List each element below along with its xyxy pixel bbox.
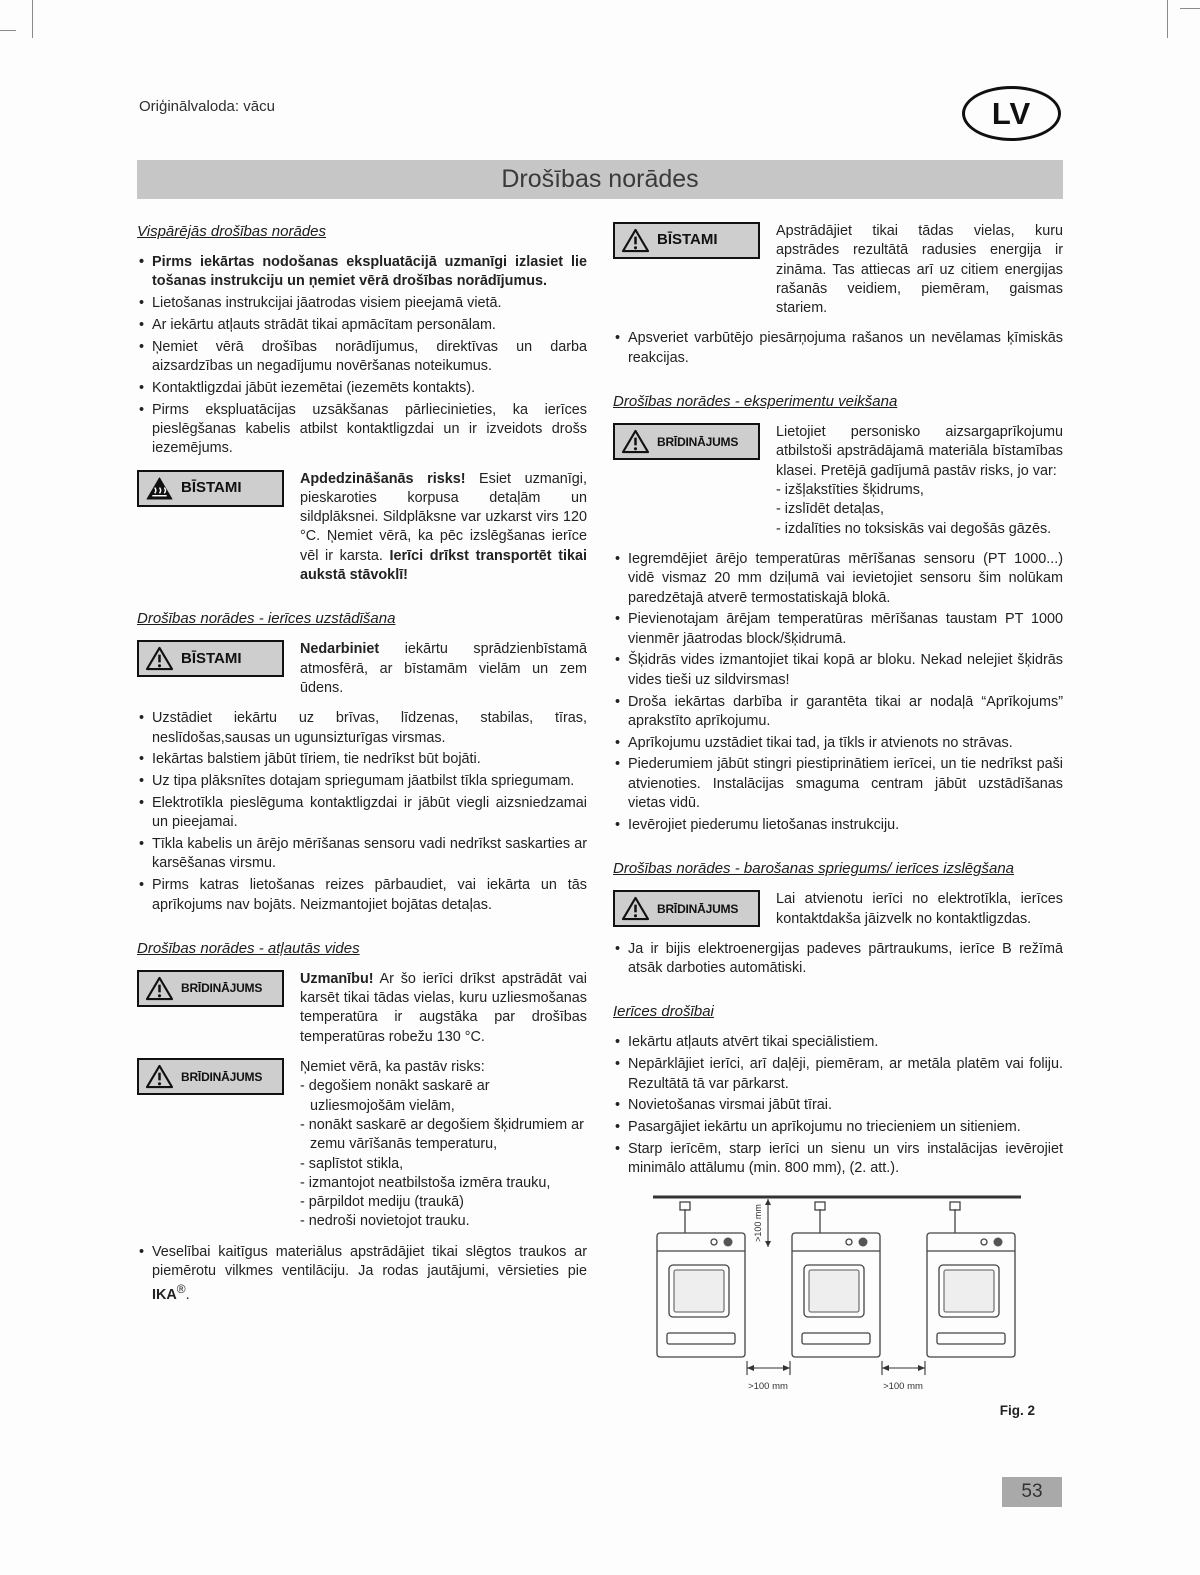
warning-label-box [137, 1058, 284, 1095]
list-item-text: Ar iekārtu atļauts strādāt tikai apmācītam personālam. [152, 316, 496, 333]
page-number: 53 [1002, 1477, 1062, 1507]
dimension-label-top: >100 mm [753, 1203, 763, 1242]
language-badge [962, 86, 1061, 141]
original-language-note: Oriģinālvaloda: vācu [139, 98, 275, 115]
list-item [137, 835, 587, 874]
warning-ppe-row [613, 423, 1063, 539]
list-item-text: Šķidrās vides izmantojiet tikai kopā ar bloku. Nekad nelejiet šķidrās vides tieši uz sildvirsmas! [628, 652, 1063, 688]
warning-ppe-text [776, 423, 1063, 539]
section-heading-general: Vispārējās drošības norādes [137, 223, 327, 240]
brand-name: IKA [152, 1287, 177, 1304]
warning-triangle-icon [145, 1064, 174, 1089]
warning-label-box [137, 970, 284, 1007]
list-item [137, 876, 587, 915]
crop-mark [1167, 0, 1168, 38]
hot-surface-icon [145, 476, 174, 501]
list-item-text: Pirms ekspluatācijas uzsākšanas pārliecinieties, ka ierīces pieslēgšanas kabelis atbilst kontaktligzdai un ir izveidots drošs iezemējums. [152, 401, 587, 457]
list-item-text: Droša iekārtas darbība ir garantēta tikai ar nodaļā “Aprīkojums” aprakstīto aprīkojumu. [628, 693, 1063, 729]
list-item-text: Uz tipa plāksnītes dotajam spriegumam jāatbilst tīkla spriegumam. [152, 773, 575, 790]
list-item [613, 734, 1063, 753]
list-item [137, 316, 587, 335]
page-title: Drošības norādes [137, 160, 1063, 199]
list-item-text: Novietošanas virsmai jābūt tīrai. [628, 1097, 832, 1114]
warning-label: BRĪDINĀJUMS [657, 434, 739, 449]
list-item [613, 550, 1063, 608]
danger-energy-row [613, 222, 1063, 318]
danger-label: BĪSTAMI [181, 649, 242, 667]
list-item-text: Pasargājiet iekārtu un aprīkojumu no triecieniem un sitieniem. [628, 1119, 1021, 1136]
list-item-text: Iegremdējiet ārējo temperatūras mērīšanas sensoru (PT 1000...) vidē vismaz 20 mm dziļumā vai ievietojiet sensoru šim nolūkam paredzētajā atverē termostatiskajā blokā. [628, 550, 1063, 606]
risk-item: - pārpildot mediju (traukā) [300, 1194, 464, 1211]
list-item-text: Kontaktligzdai jābūt iezemētai (iezemēts kontakts). [152, 379, 476, 396]
danger-label-box [613, 222, 760, 259]
list-item [137, 379, 587, 398]
list-item-text: Pievienotajam ārējam temperatūras mērīšanas taustam PT 1000 vienmēr jāatrodas block/šķidrumā. [628, 611, 1063, 647]
warning-triangle-icon [621, 429, 650, 454]
list-item-text: Ņemiet vērā drošības norādījumus, direktīvas un darba aizsardzības un negadījumu novēršanas noteikumus. [152, 338, 587, 375]
danger-energy-text [776, 222, 1063, 318]
risk-item: - degošiem nonākt saskarē ar uzliesmojošām vielām, [300, 1078, 490, 1114]
warning-risks-row [137, 1058, 587, 1232]
language-badge-text: LV [991, 95, 1032, 131]
list-item [613, 755, 1063, 813]
list-item [613, 1055, 1063, 1094]
warning-power-text [776, 890, 1063, 929]
figure-caption: Fig. 2 [999, 1402, 1035, 1418]
danger-burn-row [137, 470, 587, 586]
list-item-text: Pirms katras lietošanas reizes pārbaudiet, vai iekārta un tās aprīkojums nav bojāts. Neizmantojiet bojātas detaļas. [152, 877, 587, 913]
figure-2 [613, 1193, 1063, 1420]
list-item [613, 693, 1063, 732]
crop-mark [0, 30, 16, 31]
list-item [137, 750, 587, 769]
list-item [613, 1140, 1063, 1179]
list-item [137, 401, 587, 459]
list-item-text: Aprīkojumu uzstādiet tikai tad, ja tīkls ir atvienots no strāvas. [628, 734, 1013, 751]
warning-label: BRĪDINĀJUMS [181, 1069, 263, 1084]
warning-lead: Uzmanību! [300, 970, 374, 987]
list-item [137, 709, 587, 748]
spacing-diagram [651, 1193, 1023, 1398]
device-outline [657, 1202, 745, 1357]
warning-lead: Nedarbiniet [300, 641, 380, 658]
list-item-text: Iekārtas balstiem jābūt tīriem, tie nedrīkst būt bojāti. [152, 751, 481, 768]
risk-item: - izslīdēt detaļas, [776, 501, 884, 518]
section-heading-setup: Drošības norādes - ierīces uzstādīšana [137, 610, 396, 628]
list-item [613, 940, 1063, 979]
section-heading-power: Drošības norādes - barošanas spriegums/ ierīces izslēgšana [613, 860, 1015, 878]
risk-item: - izdalīties no toksiskās vai degošās gāzēs. [776, 520, 1052, 537]
list-item-text: Piederumiem jābūt stingri piestiprinātiem ierīcei, un tie nedrīkst paši atvienoties. Instalācijas smaguma centram jābūt uzstādīšanas vietas vidū. [628, 756, 1063, 812]
risk-item: - saplīstot stikla, [300, 1155, 404, 1172]
list-item-text: Apsveriet varbūtējo piesārņojuma rašanos un nevēlamas ķīmiskās reakcijas. [628, 330, 1063, 366]
danger-label: BĪSTAMI [181, 479, 242, 497]
list-item-text: Pirms iekārtas nodošanas ekspluatācijā uzmanīgi izlasiet lie tošanas instrukciju un ņemiet vērā drošības norādījumus. [152, 254, 587, 290]
list-item [137, 1243, 587, 1306]
section-heading-experiments: Drošības norādes - eksperimentu veikšana [613, 393, 898, 411]
warning-tail: Ierīci drīkst transportēt tikai aukstā stāvoklī! [300, 547, 587, 584]
list-item-text: . [185, 1287, 190, 1304]
list-item-text: Iekārtu atļauts atvērt tikai speciālistiem. [628, 1034, 879, 1051]
warning-body: Esiet uzmanīgi, pieskaroties korpusa detaļām un sildplāksnei. Sildplāksne var uzkarst virs 120 °C. Ņemiet vērā, ka pēc izslēgšanas ierīce vēl ir karsta. [300, 470, 587, 564]
warning-media-text [300, 970, 587, 1047]
danger-label-box [137, 640, 284, 677]
list-item [613, 329, 1063, 368]
risk-item: - nonākt saskarē ar degošiem šķidrumiem ar zemu vārīšanās temperaturu, [300, 1116, 584, 1153]
list-item [137, 338, 587, 377]
crop-mark [1180, 8, 1200, 9]
list-item-text: Tīkla kabelis un ārējo mērīšanas sensoru vadi nedrīkst saskarties ar karsēšanas virsmu. [152, 836, 587, 872]
section-heading-media: Drošības norādes - atļautās vides [137, 939, 360, 957]
danger-burn-text [300, 470, 587, 586]
list-item-text: Nepārklājiet ierīci, arī daļēji, piemēram, ar metāla platēm vai foliju. Rezultātā tā var pārkarst. [628, 1056, 1063, 1092]
warning-body: Lai atvienotu ierīci no elektrotīkla, ierīces kontaktdakša jāizvelk no kontaktligzdas. [776, 891, 1063, 927]
list-item [137, 794, 587, 833]
warning-body: Apstrādājiet tikai tādas vielas, kuru apstrādes rezultātā radusies energija ir zināma. Tas attiecas arī uz citiem energijas rašanās veidiem, piemēram, gaismas stariem. [776, 223, 1063, 317]
warning-body: iekārtu sprādzienbīstamā atmosfērā, ar bīstamām vielām un zem ūdens. [300, 641, 587, 697]
warning-media-row [137, 970, 587, 1047]
warning-label-box [613, 890, 760, 927]
list-item [613, 816, 1063, 835]
list-item-text: Ievērojiet piederumu lietošanas instrukciju. [628, 816, 900, 833]
device-outline [927, 1202, 1015, 1357]
warning-body: Ar šo ierīci drīkst apstrādāt vai karsēt tikai tādas vielas, kuru uzliesmošanas temperatūra ir augstāka par drošības temperatūras robežu 130 °C. [300, 970, 587, 1045]
right-column [613, 222, 1063, 1420]
list-item [613, 1096, 1063, 1115]
list-item-text: Uzstādiet iekārtu uz brīvas, līdzenas, stabilas, tīras, neslīdošas,sausas un ugunsizturīgas virsmas. [152, 710, 587, 746]
list-item [613, 1033, 1063, 1052]
danger-label: BĪSTAMI [657, 231, 718, 249]
list-item [613, 1118, 1063, 1137]
danger-label-box [137, 470, 284, 507]
list-item [613, 610, 1063, 649]
section-heading-device-safety: Ierīces drošībai [613, 1003, 714, 1021]
list-item [137, 772, 587, 791]
warning-intro: Lietojiet personisko aizsargaprīkojumu atbilstoši apstrādājamā materiāla bīstamības klasei. Pretējā gadījumā pastāv risks, jo var: [776, 424, 1063, 479]
crop-mark [32, 0, 33, 38]
horizontal-dimension [747, 1361, 790, 1375]
danger-atex-row [137, 640, 587, 698]
list-item-text: Lietošanas instrukcijai jāatrodas visiem pieejamā vietā. [152, 295, 502, 312]
warning-lead: Apdedzināšanās risks! [300, 470, 466, 487]
warning-label: BRĪDINĀJUMS [181, 981, 263, 996]
horizontal-dimension [882, 1361, 925, 1375]
warning-power-row [613, 890, 1063, 929]
list-item [137, 253, 587, 292]
list-item-text: Starp ierīcēm, starp ierīci un sienu un virs instalācijas ievērojiet minimālo attālumu (min. 800 mm), (2. att.). [628, 1140, 1063, 1177]
warning-intro: Ņemiet vērā, ka pastāv risks: [300, 1059, 485, 1076]
warning-label-box [613, 423, 760, 460]
vertical-dimension [765, 1199, 771, 1247]
warning-triangle-icon [145, 646, 174, 671]
warning-risks-text [300, 1058, 587, 1232]
left-column [137, 222, 587, 1420]
risk-item: - nedroši novietojot trauku. [300, 1213, 470, 1230]
list-item-text: Elektrotīkla pieslēguma kontaktligzdai ir jābūt viegli aizsniedzamai un pieejamai. [152, 795, 587, 831]
list-item [613, 651, 1063, 690]
content-columns [137, 222, 1063, 1420]
list-item-text: Veselībai kaitīgus materiālus apstrādājiet tikai slēgtos traukos ar piemērotu vilkmes ventilāciju. Ja rodas jautājumi, vērsieties pie [152, 1243, 587, 1280]
risk-item: - izmantojot neatbilstoša izmēra trauku, [300, 1174, 551, 1191]
warning-triangle-icon [145, 976, 174, 1001]
device-outline [792, 1202, 880, 1357]
warning-triangle-icon [621, 228, 650, 253]
registered-mark: ® [176, 1282, 186, 1297]
warning-triangle-icon [621, 896, 650, 921]
danger-atex-text [300, 640, 587, 698]
dimension-label-gap1: >100 mm [748, 1380, 788, 1392]
risk-item: - izšļakstīties šķidrums, [776, 482, 924, 499]
list-item [137, 294, 587, 313]
dimension-label-gap2: >100 mm [883, 1380, 923, 1392]
warning-label: BRĪDINĀJUMS [657, 901, 739, 916]
list-item-text: Ja ir bijis elektroenergijas padeves pārtraukums, ierīce B režīmā atsāk darboties automātiski. [628, 940, 1063, 977]
